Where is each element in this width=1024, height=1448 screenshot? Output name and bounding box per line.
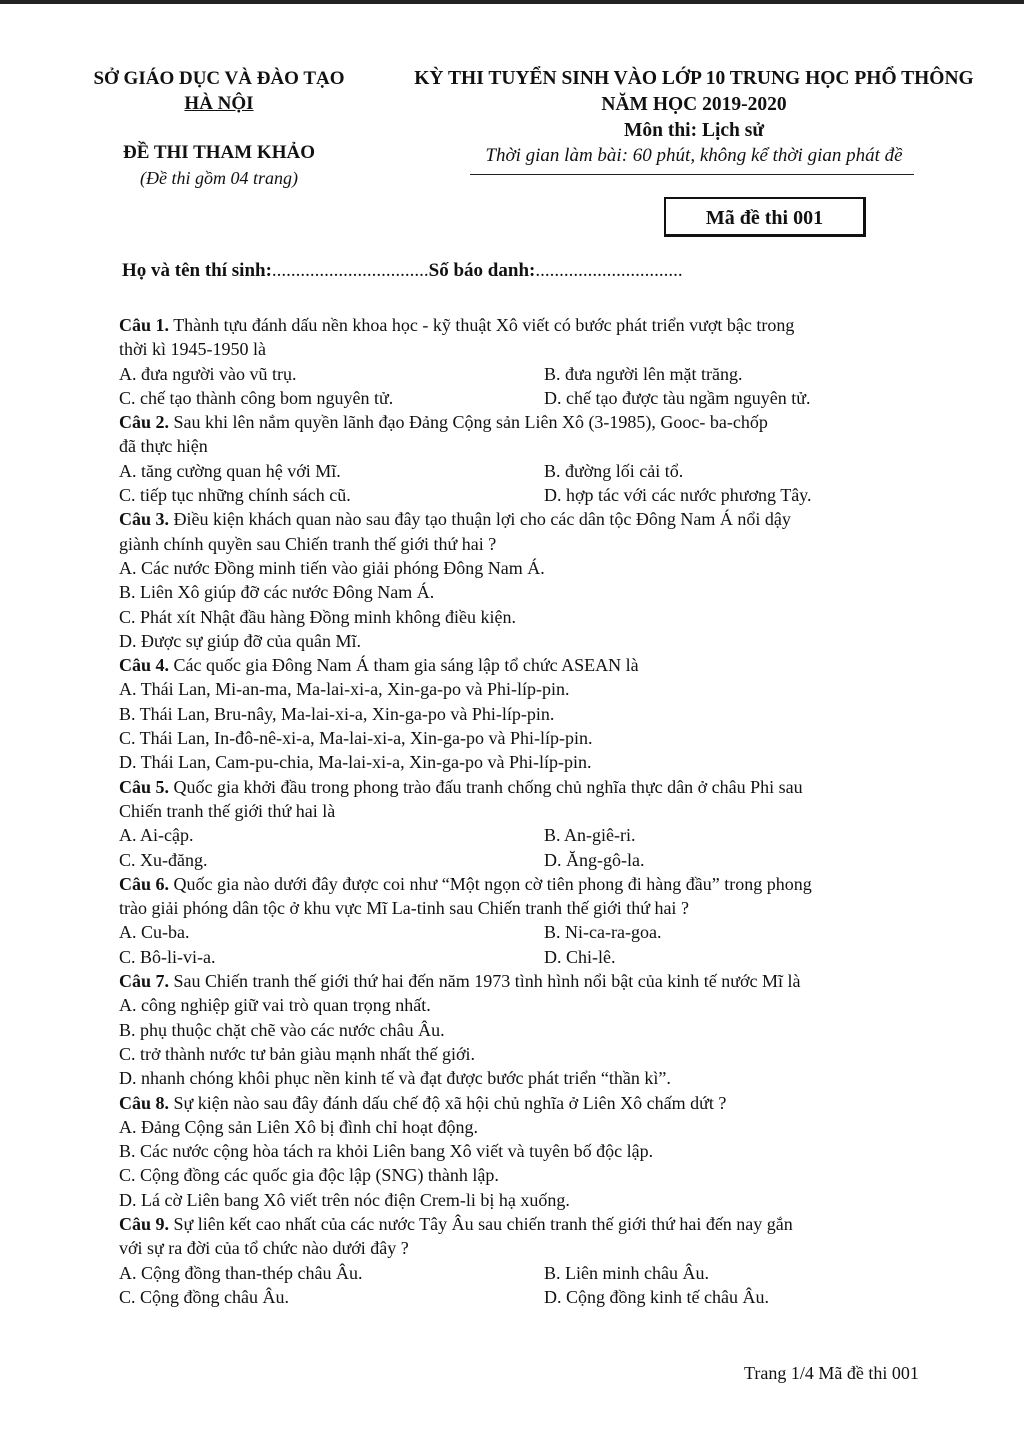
- option-a: A. Thái Lan, Mi-an-ma, Ma-lai-xi-a, Xin-ga-po và Phi-líp-pin.: [119, 679, 570, 700]
- option-row: [119, 386, 959, 410]
- question-stem-line: [119, 313, 959, 337]
- question-text: Sau khi lên nắm quyền lãnh đạo Đảng Cộng sản Liên Xô (3-1985), Gooc- ba-chốp: [169, 412, 768, 433]
- question-stem-line: [119, 1212, 959, 1236]
- option-b: B. đường lối cải tổ.: [544, 460, 684, 481]
- question-text: Quốc gia khởi đầu trong phong trào đấu tranh chống chủ nghĩa thực dân ở châu Phi sau: [169, 776, 803, 797]
- question-text: Sau Chiến tranh thế giới thứ hai đến năm 1973 tình hình nổi bật của kinh tế nước Mĩ là: [169, 971, 801, 992]
- option-d: D. Được sự giúp đỡ của quân Mĩ.: [119, 630, 362, 651]
- pages-note: (Đề thi gồm 04 trang): [140, 168, 298, 188]
- id-label: Số báo danh:: [428, 260, 536, 281]
- option-a: A. Ai-cập.: [119, 825, 194, 846]
- option-b: B. Liên minh châu Âu.: [544, 1262, 709, 1283]
- question-stem-line: trào giải phóng dân tộc ở khu vực Mĩ La-tinh sau Chiến tranh thế giới thứ hai ?: [119, 898, 689, 919]
- question-number: Câu 9.: [119, 1213, 170, 1234]
- option-b: B. phụ thuộc chặt chẽ vào các nước châu Âu.: [119, 1019, 445, 1040]
- question: [119, 872, 959, 969]
- option-c: C. tiếp tục những chính sách cũ.: [119, 485, 351, 506]
- question-number: Câu 6.: [119, 873, 170, 894]
- option-a: A. Cộng đồng than-thép châu Âu.: [119, 1262, 363, 1283]
- question-text: Các quốc gia Đông Nam Á tham gia sáng lập tổ chức ASEAN là: [169, 655, 639, 676]
- top-border-line: [0, 0, 1024, 4]
- option-a: A. Các nước Đồng minh tiến vào giải phóng Đông Nam Á.: [119, 557, 545, 578]
- subject: Môn thi: Lịch sử: [623, 120, 765, 141]
- option-d: D. Chi-lê.: [544, 946, 616, 967]
- question: [119, 313, 959, 410]
- option-row: [119, 1261, 959, 1285]
- school-year: NĂM HỌC 2019-2020: [601, 94, 787, 115]
- question: [119, 969, 959, 1090]
- question-text: Điều kiện khách quan nào sau đây tạo thuận lợi cho các dân tộc Đông Nam Á nổi dậy: [169, 509, 791, 530]
- question-stem-line: thời kì 1945-1950 là: [119, 339, 267, 360]
- option-b: B. Các nước cộng hòa tách ra khỏi Liên bang Xô viết và tuyên bố độc lập.: [119, 1141, 654, 1162]
- candidate-info-line: [122, 260, 683, 282]
- question-text: Quốc gia nào dưới đây được coi như “Một ngọn cờ tiên phong đi hàng đầu” trong phong: [169, 873, 812, 894]
- department-name: SỞ GIÁO DỤC VÀ ĐÀO TẠO: [93, 68, 345, 89]
- option-row: [119, 945, 959, 969]
- question-stem-line: [119, 507, 959, 531]
- time-note: Thời gian làm bài: 60 phút, không kể thời gian phát đề: [485, 145, 903, 166]
- option-row: [119, 459, 959, 483]
- question-stem-line: [119, 775, 959, 799]
- option-row: [119, 823, 959, 847]
- question: [119, 653, 959, 774]
- question: [119, 1091, 959, 1212]
- page-footer: Trang 1/4 Mã đề thi 001: [744, 1363, 919, 1383]
- questions-section: [119, 313, 959, 1309]
- option-d: D. nhanh chóng khôi phục nền kinh tế và đạt được bước phát triển “thần kì”.: [119, 1068, 671, 1089]
- option-c: C. chế tạo thành công bom nguyên tử.: [119, 387, 394, 408]
- option-b: B. Thái Lan, Bru-nây, Ma-lai-xi-a, Xin-ga-po và Phi-líp-pin.: [119, 703, 555, 724]
- question-text: Sự kiện nào sau đây đánh dấu chế độ xã hội chủ nghĩa ở Liên Xô chấm dứt ?: [169, 1092, 727, 1113]
- option-row: [119, 848, 959, 872]
- option-a: A. Đảng Cộng sản Liên Xô bị đình chỉ hoạt động.: [119, 1116, 478, 1137]
- question-number: Câu 5.: [119, 776, 170, 797]
- option-c: C. Bô-li-vi-a.: [119, 946, 216, 967]
- exam-type: ĐỀ THI THAM KHẢO: [123, 142, 315, 163]
- issuer-block: [74, 66, 364, 190]
- option-row: [119, 362, 959, 386]
- question: [119, 410, 959, 507]
- option-b: B. đưa người lên mặt trăng.: [544, 363, 743, 384]
- question-text: Sự liên kết cao nhất của các nước Tây Âu sau chiến tranh thế giới thứ hai đến nay gắn: [169, 1213, 793, 1234]
- name-dots: ...............................: [271, 260, 420, 281]
- question-number: Câu 8.: [119, 1092, 170, 1113]
- name-label: Họ và tên thí sinh:: [122, 260, 272, 281]
- question-number: Câu 3.: [119, 509, 170, 530]
- exam-code-box: Mã đề thi 001: [664, 197, 866, 237]
- option-d: D. chế tạo được tàu ngầm nguyên tử.: [544, 387, 811, 408]
- question-stem-line: Chiến tranh thế giới thứ hai là: [119, 800, 336, 821]
- question-stem-line: đã thực hiện: [119, 436, 208, 457]
- question-stem-line: giành chính quyền sau Chiến tranh thế giới thứ hai ?: [119, 533, 497, 554]
- option-b: B. Ni-ca-ra-goa.: [544, 922, 662, 943]
- department-city: HÀ NỘI: [184, 93, 254, 114]
- option-row: [119, 483, 959, 507]
- option-c: C. Cộng đồng châu Âu.: [119, 1286, 289, 1307]
- option-c: C. Xu-đăng.: [119, 849, 208, 870]
- option-c: C. Phát xít Nhật đầu hàng Đồng minh không điều kiện.: [119, 606, 516, 627]
- id-dots: ...............................: [535, 260, 683, 281]
- option-row: [119, 1285, 959, 1309]
- time-note-underline: [470, 174, 914, 175]
- question-number: Câu 2.: [119, 412, 170, 433]
- question-number: Câu 1.: [119, 315, 170, 335]
- option-d: D. hợp tác với các nước phương Tây.: [544, 485, 812, 506]
- question-stem-line: [119, 969, 959, 993]
- option-a: A. đưa người vào vũ trụ.: [119, 363, 297, 384]
- option-d: D. Lá cờ Liên bang Xô viết trên nóc điện Crem-li bị hạ xuống.: [119, 1189, 570, 1210]
- option-c: C. trở thành nước tư bản giàu mạnh nhất thế giới.: [119, 1043, 476, 1064]
- option-a: A. Cu-ba.: [119, 922, 190, 943]
- option-d: D. Cộng đồng kinh tế châu Âu.: [544, 1286, 769, 1307]
- exam-title-block: [388, 66, 1000, 168]
- question-stem-line: [119, 1091, 959, 1115]
- option-a: A. tăng cường quan hệ với Mĩ.: [119, 460, 341, 481]
- option-b: B. Liên Xô giúp đỡ các nước Đông Nam Á.: [119, 582, 435, 603]
- question: [119, 1212, 959, 1309]
- exam-title: KỲ THI TUYỂN SINH VÀO LỚP 10 TRUNG HỌC PHỔ THÔNG: [414, 68, 974, 89]
- question-stem-line: [119, 872, 959, 896]
- question: [119, 775, 959, 872]
- question-stem-line: với sự ra đời của tổ chức nào dưới đây ?: [119, 1238, 409, 1259]
- option-a: A. công nghiệp giữ vai trò quan trọng nhất.: [119, 995, 431, 1016]
- question-number: Câu 4.: [119, 655, 170, 676]
- option-c: C. Cộng đồng các quốc gia độc lập (SNG) thành lập.: [119, 1165, 499, 1186]
- option-d: D. Thái Lan, Cam-pu-chia, Ma-lai-xi-a, Xin-ga-po và Phi-líp-pin.: [119, 752, 592, 773]
- question-number: Câu 7.: [119, 971, 170, 992]
- name-dots-end: ..: [419, 260, 429, 281]
- question-stem-line: [119, 410, 959, 434]
- option-row: [119, 920, 959, 944]
- question-stem-line: [119, 653, 959, 677]
- question: [119, 507, 959, 653]
- option-b: B. An-giê-ri.: [544, 825, 636, 846]
- question-text: Thành tựu đánh dấu nền khoa học - kỹ thuật Xô viết có bước phát triển vượt bậc trong: [169, 315, 795, 335]
- option-d: D. Ăng-gô-la.: [544, 849, 645, 870]
- option-c: C. Thái Lan, In-đô-nê-xi-a, Ma-lai-xi-a, Xin-ga-po và Phi-líp-pin.: [119, 728, 593, 749]
